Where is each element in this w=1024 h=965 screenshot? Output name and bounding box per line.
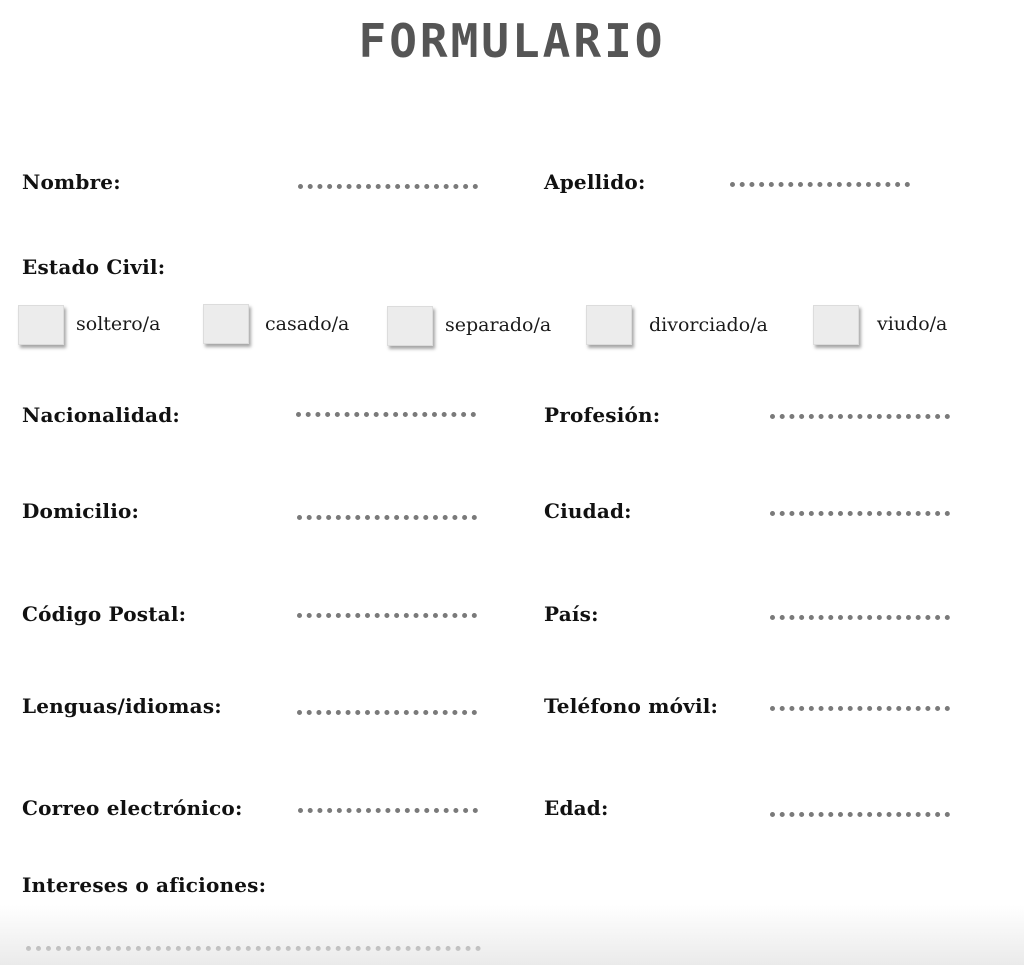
divorciado-checkbox[interactable] — [586, 305, 632, 345]
intereses-field[interactable] — [26, 946, 481, 951]
profesion-label: Profesión: — [544, 403, 661, 427]
form-title: FORMULARIO — [358, 14, 666, 68]
codigo-postal-field[interactable] — [297, 613, 477, 618]
nacionalidad-field[interactable] — [296, 412, 476, 417]
separado-checkbox[interactable] — [387, 306, 433, 346]
nacionalidad-label: Nacionalidad: — [22, 403, 180, 427]
apellido-field[interactable] — [730, 182, 910, 187]
edad-label: Edad: — [544, 796, 609, 820]
viudo-checkbox[interactable] — [813, 305, 859, 345]
ciudad-field[interactable] — [770, 511, 950, 516]
correo-label: Correo electrónico: — [22, 796, 243, 820]
casado-option-label: casado/a — [265, 313, 350, 335]
page-bottom-shadow — [0, 905, 1024, 965]
profesion-field[interactable] — [770, 414, 950, 419]
intereses-label: Intereses o aficiones: — [22, 873, 267, 897]
pais-label: País: — [544, 602, 599, 626]
codigo-postal-label: Código Postal: — [22, 602, 187, 626]
viudo-option-label: viudo/a — [877, 313, 948, 335]
edad-field[interactable] — [770, 812, 950, 817]
nombre-field[interactable] — [298, 184, 478, 189]
casado-checkbox[interactable] — [203, 304, 249, 344]
lenguas-field[interactable] — [297, 710, 477, 715]
soltero-checkbox[interactable] — [18, 305, 64, 345]
nombre-label: Nombre: — [22, 170, 121, 194]
separado-option-label: separado/a — [445, 314, 552, 336]
soltero-option-label: soltero/a — [76, 313, 161, 335]
lenguas-label: Lenguas/idiomas: — [22, 694, 222, 718]
telefono-field[interactable] — [770, 706, 950, 711]
pais-field[interactable] — [770, 615, 950, 620]
divorciado-option-label: divorciado/a — [649, 314, 768, 336]
estado-civil-label: Estado Civil: — [22, 255, 166, 279]
domicilio-label: Domicilio: — [22, 499, 140, 523]
telefono-label: Teléfono móvil: — [544, 694, 719, 718]
domicilio-field[interactable] — [297, 515, 477, 520]
apellido-label: Apellido: — [544, 170, 646, 194]
ciudad-label: Ciudad: — [544, 499, 632, 523]
correo-field[interactable] — [298, 808, 478, 813]
